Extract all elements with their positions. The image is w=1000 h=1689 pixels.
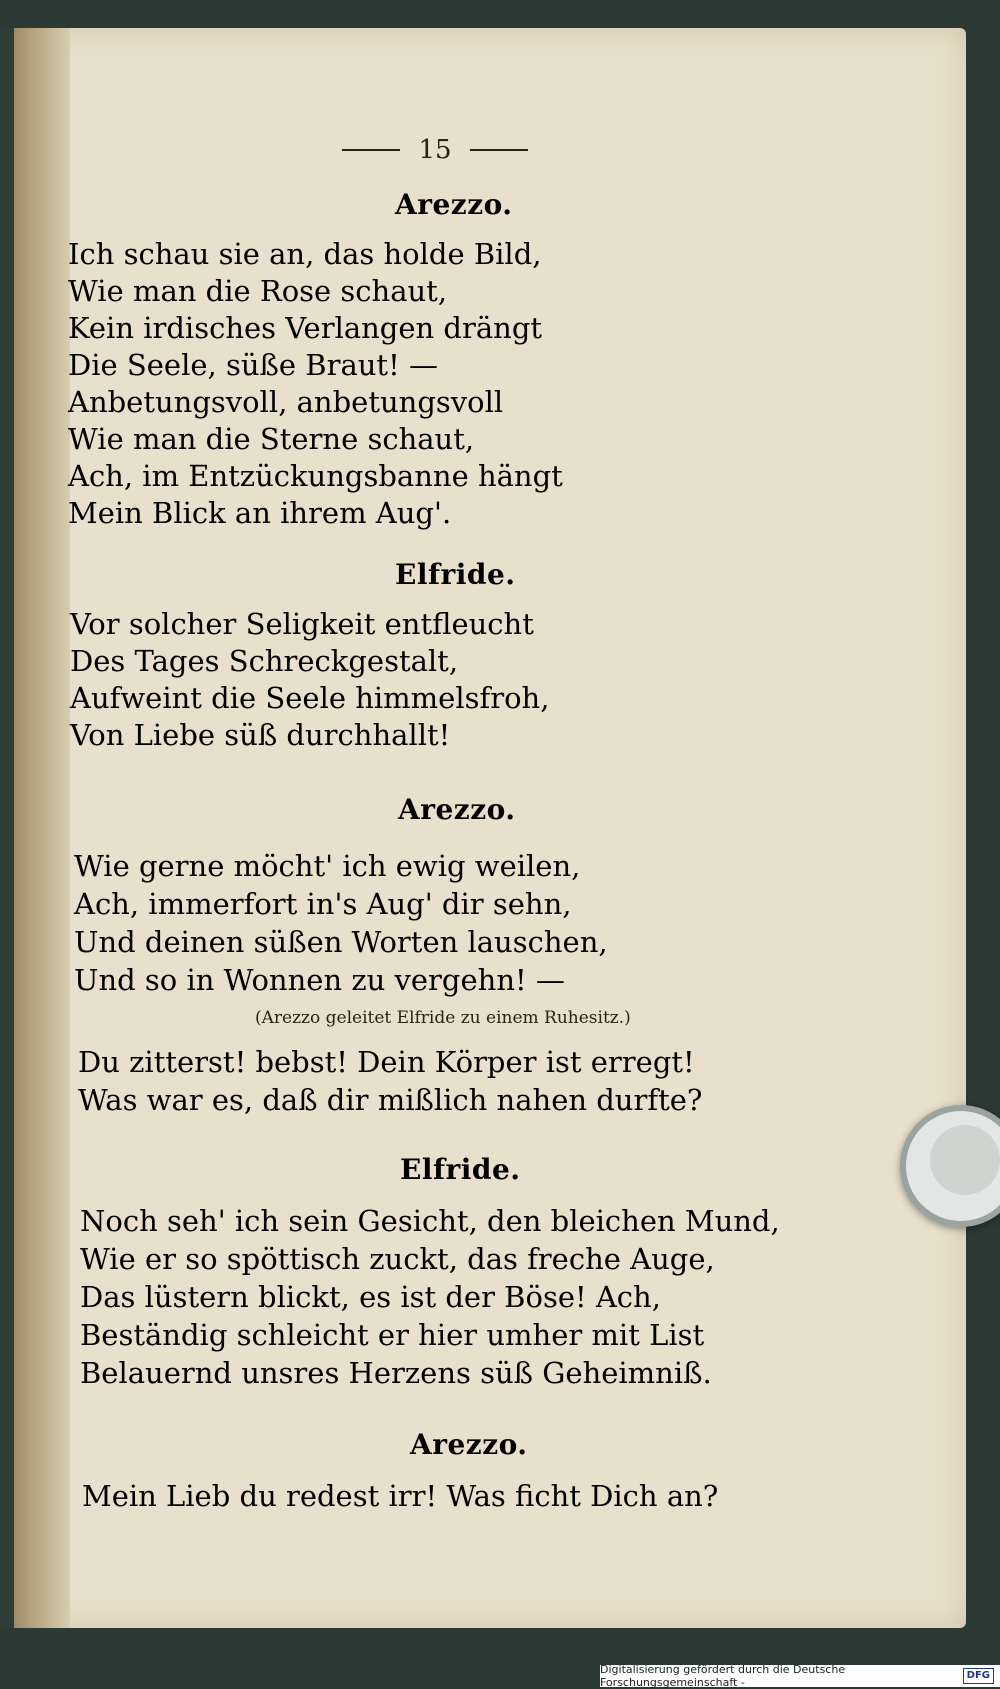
verse-line: Die Seele, süße Braut! — (68, 348, 438, 382)
speaker-heading: Elfride. (400, 1153, 521, 1186)
binding-edge (0, 28, 14, 1628)
verse-line: Was war es, daß dir mißlich nahen durfte? (78, 1083, 703, 1117)
verse-line: Mein Blick an ihrem Aug'. (68, 496, 452, 530)
digitization-footer (600, 1665, 1000, 1687)
page-number: 15 (418, 135, 452, 165)
verse-line: Das lüstern blickt, es ist der Böse! Ach, (80, 1280, 661, 1314)
verse-line: Aufweint die Seele himmelsfroh, (70, 681, 550, 715)
verse-line: Von Liebe süß durchhallt! (70, 718, 451, 752)
verse-line: Des Tages Schreckgestalt, (70, 644, 459, 678)
verse-line: Wie gerne möcht' ich ewig weilen, (74, 849, 581, 883)
verse-line: Und so in Wonnen zu vergehn! — (74, 963, 565, 997)
verse-line: Anbetungsvoll, anbetungsvoll (68, 385, 504, 419)
page-clip-inner (930, 1125, 1000, 1195)
footer-text: Digitalisierung gefördert durch die Deutsche Forschungsgemeinschaft - (600, 1663, 846, 1689)
verse-line: Beständig schleicht er hier umher mit List (80, 1318, 705, 1352)
verse-line: Wie man die Rose schaut, (68, 274, 448, 308)
verse-line: Noch seh' ich sein Gesicht, den bleichen Mund, (80, 1204, 780, 1238)
verse-line: Ach, im Entzückungsbanne hängt (68, 459, 563, 493)
verse-line: Du zitterst! bebst! Dein Körper ist erregt! (78, 1045, 695, 1079)
verse-line: Und deinen süßen Worten lauschen, (74, 925, 608, 959)
book-page (0, 28, 966, 1628)
verse-line: Ach, immerfort in's Aug' dir sehn, (74, 887, 572, 921)
page-header (330, 130, 540, 170)
stage-direction: (Arezzo geleitet Elfride zu einem Ruhesitz.) (255, 1008, 631, 1028)
header-dash-left (342, 149, 400, 151)
speaker-heading: Arezzo. (398, 793, 516, 826)
dfg-logo: DFG (963, 1668, 994, 1684)
verse-line: Ich schau sie an, das holde Bild, (68, 237, 542, 271)
header-dash-right (470, 149, 528, 151)
verse-line: Mein Lieb du redest irr! Was ficht Dich an? (82, 1479, 719, 1513)
verse-line: Kein irdisches Verlangen drängt (68, 311, 543, 345)
speaker-heading: Elfride. (395, 558, 516, 591)
verse-line: Wie man die Sterne schaut, (68, 422, 475, 456)
verse-line: Wie er so spöttisch zuckt, das freche Auge, (80, 1242, 715, 1276)
verse-line: Belauernd unsres Herzens süß Geheimniß. (80, 1356, 712, 1390)
speaker-heading: Arezzo. (395, 188, 513, 221)
verse-line: Vor solcher Seligkeit entfleucht (70, 607, 534, 641)
speaker-heading: Arezzo. (410, 1428, 528, 1461)
